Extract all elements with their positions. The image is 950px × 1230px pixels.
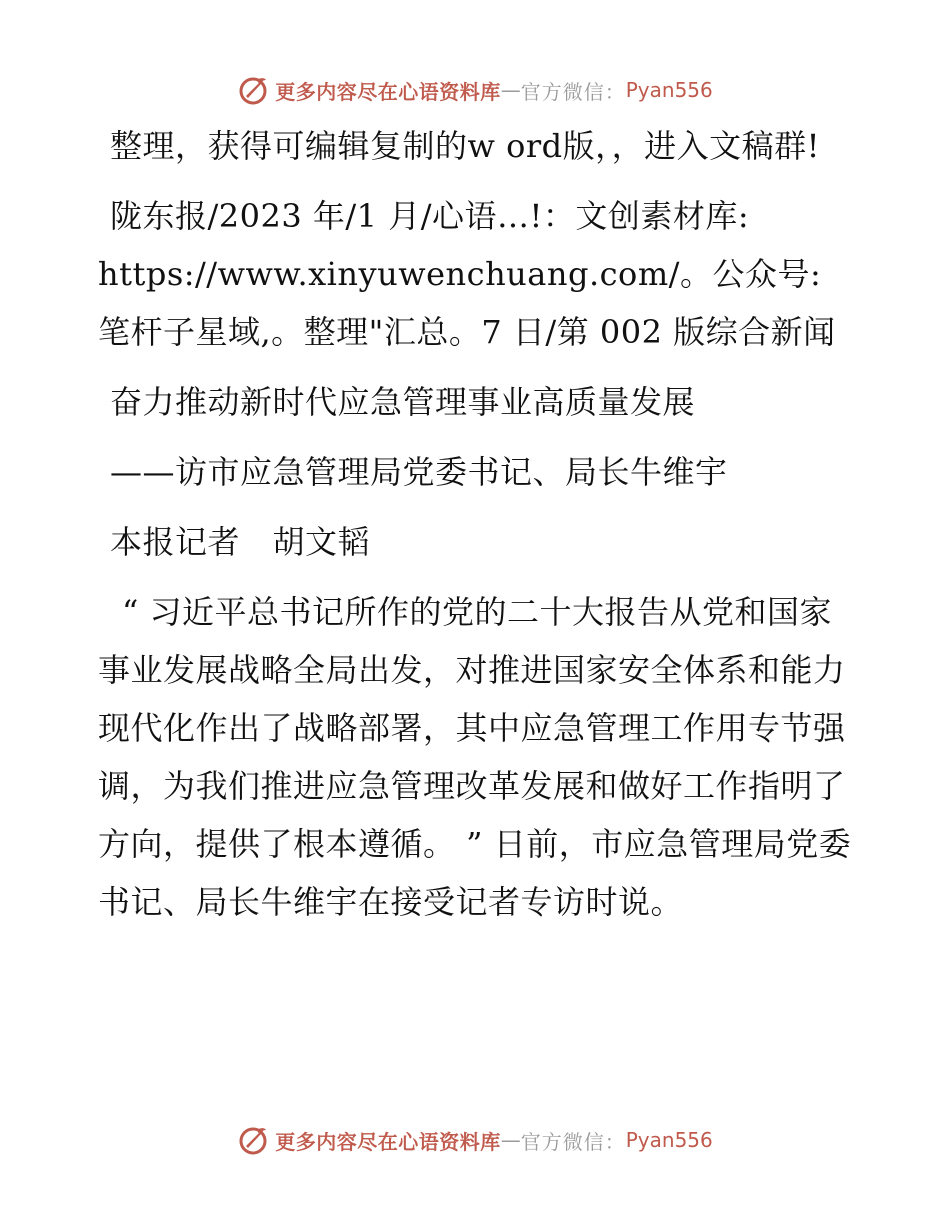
banner-brand-text: 更多内容尽在心语资料库 <box>275 79 501 104</box>
footer-watermark-banner <box>0 1120 950 1160</box>
quill-pen-logo-icon <box>237 74 269 106</box>
banner-wechat-handle: Pyan556 <box>625 78 713 102</box>
article-subheadline: ——访市应急管理局党委书记、局长牛维宇 <box>110 453 728 491</box>
banner-separator: — <box>500 1128 521 1152</box>
article-body-paragraph: “ 习近平总书记所作的党的二十大报告从党和国家事业发展战略全局出发，对推进国家安全体系和能力现代化作出了战略部署，其中应急管理工作用专节强调，为我们推进应急管理改革发展和做好工作指明了方向，提供了根本遵循。 ” 日前，市应急管理局党委书记、局长牛维宇在接受记者专访时说。 <box>98 593 852 921</box>
banner-official-label: 官方微信： <box>520 1129 626 1154</box>
intro-paragraph: 整理，获得可编辑复制的w ord版，，进入文稿群! <box>110 127 820 165</box>
quill-pen-logo-icon <box>237 1124 269 1156</box>
source-paragraph: 陇东报/2023 年/1 月/心语…!：文创素材库: https://www.xinyuwenchuang.com/。公众号: 笔杆子星域,。整理"汇总。7 日/第 002 版综合新闻 <box>98 197 836 351</box>
article-byline: 本报记者 胡文韬 <box>110 523 371 561</box>
document-body <box>98 117 858 943</box>
banner-wechat-handle: Pyan556 <box>625 1128 713 1152</box>
header-watermark-banner <box>0 70 950 110</box>
banner-official-label: 官方微信： <box>520 79 626 104</box>
article-headline: 奋力推动新时代应急管理事业高质量发展 <box>110 383 696 421</box>
banner-brand-text: 更多内容尽在心语资料库 <box>275 1129 501 1154</box>
banner-separator: — <box>500 78 521 102</box>
